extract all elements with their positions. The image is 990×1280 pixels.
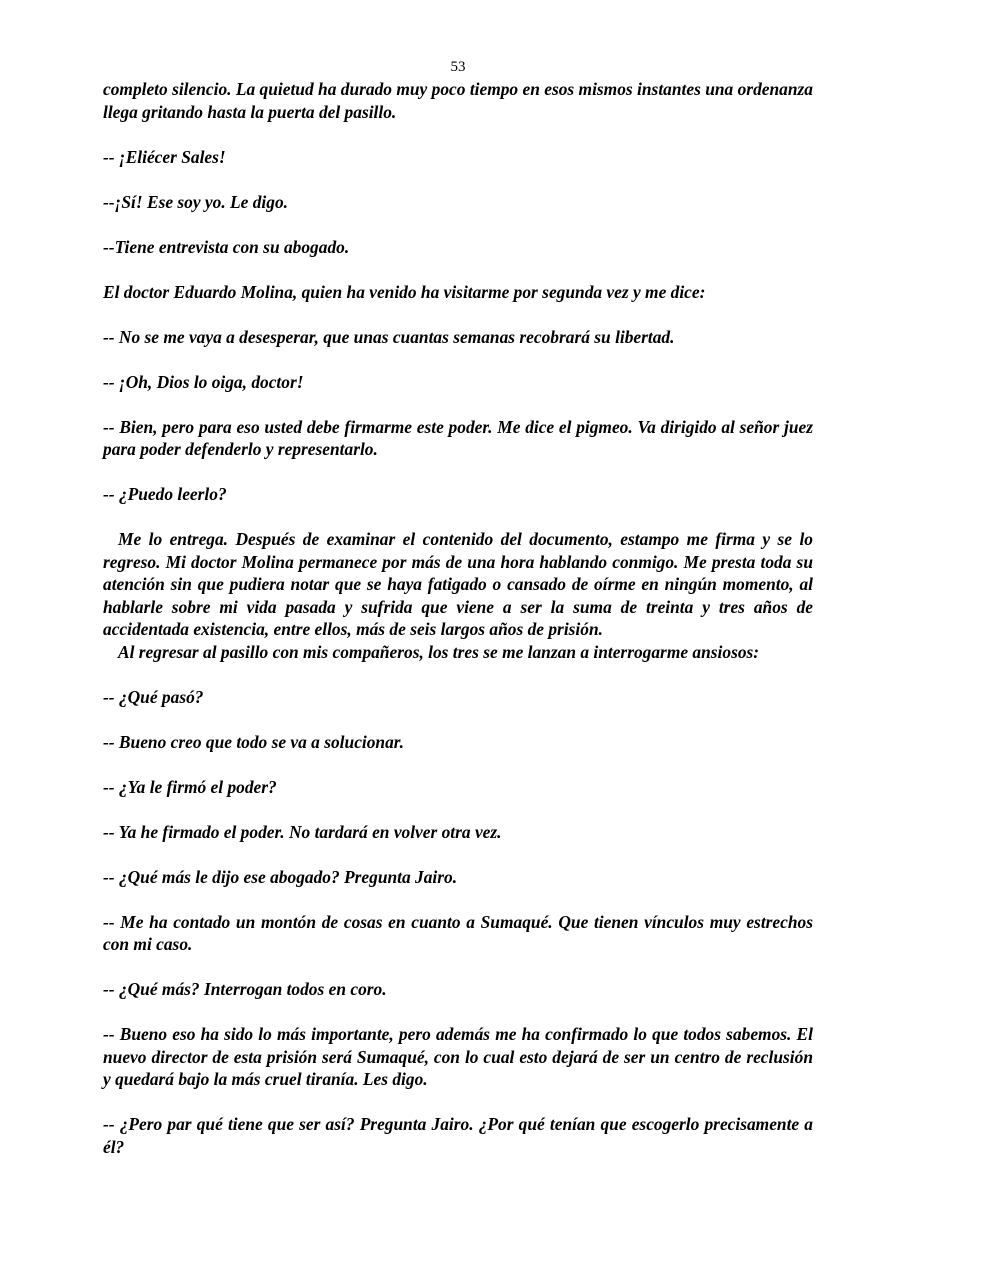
paragraph: --¡Sí! Ese soy yo. Le digo. [103, 191, 288, 212]
page-number: 53 [450, 59, 466, 75]
paragraph: -- ¿Puedo leerlo? [103, 484, 227, 504]
paragraph: El doctor Eduardo Molina, quien ha venido ha visitarme por segunda vez y me dice: [103, 281, 706, 302]
paragraph: -- ¿Ya le firmó el poder? [103, 776, 277, 797]
paragraph: -- ¿Pero par qué tiene que ser así? Pregunta Jairo. ¿Por qué tenían que escogerlo precisamente a él? [103, 1114, 813, 1157]
paragraph: --Tiene entrevista con su abogado. [103, 236, 350, 257]
paragraph: -- ¿Qué más? Interrogan todos en coro. [103, 979, 387, 999]
paragraph: -- Me ha contado un montón de cosas en cuanto a Sumaqué. Que tienen vínculos muy estrechos con mi caso. [103, 911, 813, 954]
body-text [103, 78, 813, 1158]
paragraph: -- ¿Qué más le dijo ese abogado? Pregunta Jairo. [103, 866, 458, 887]
paragraph: -- Bueno eso ha sido lo más importante, pero además me ha confirmado lo que todos sabemos. El nuevo director de esta prisión será Sumaqué, con lo cual esto dejará de ser un centro de reclusión y quedará bajo la más cruel tiranía. Les digo. [103, 1024, 813, 1089]
paragraph: -- No se me vaya a desesperar, que unas cuantas semanas recobrará su libertad. [103, 326, 675, 347]
paragraph: -- ¡Oh, Dios lo oiga, doctor! [103, 371, 304, 392]
paragraph: -- Bien, pero para eso usted debe firmarme este poder. Me dice el pigmeo. Va dirigido al señor juez para poder defenderlo y representarlo. [103, 416, 813, 459]
paragraph: -- ¿Qué pasó? [103, 686, 204, 707]
paragraph: Me lo entrega. Después de examinar el contenido del documento, estampo me firma y se lo regreso. Mi doctor Molina permanece por más de una hora hablando conmigo. Me presta toda su atención sin que pudiera notar que se haya fatigado o cansado de oírme en ningún momento, al hablarle sobre mi vida pasada y sufrida que viene a ser la suma de treinta y tres años de accidentada existencia, entre ellos, más de seis largos años de prisión. [103, 529, 813, 639]
paragraph: -- Bueno creo que todo se va a solucionar. [103, 731, 404, 752]
paragraph: -- ¡Eliécer Sales! [103, 146, 226, 167]
paragraph: completo silencio. La quietud ha durado muy poco tiempo en esos mismos instantes una ordenanza llega gritando hasta la puerta del pasillo. [103, 79, 813, 122]
paragraph: -- Ya he firmado el poder. No tardará en volver otra vez. [103, 821, 502, 842]
paragraph: Al regresar al pasillo con mis compañeros, los tres se me lanzan a interrogarme ansiosos: [118, 641, 760, 662]
